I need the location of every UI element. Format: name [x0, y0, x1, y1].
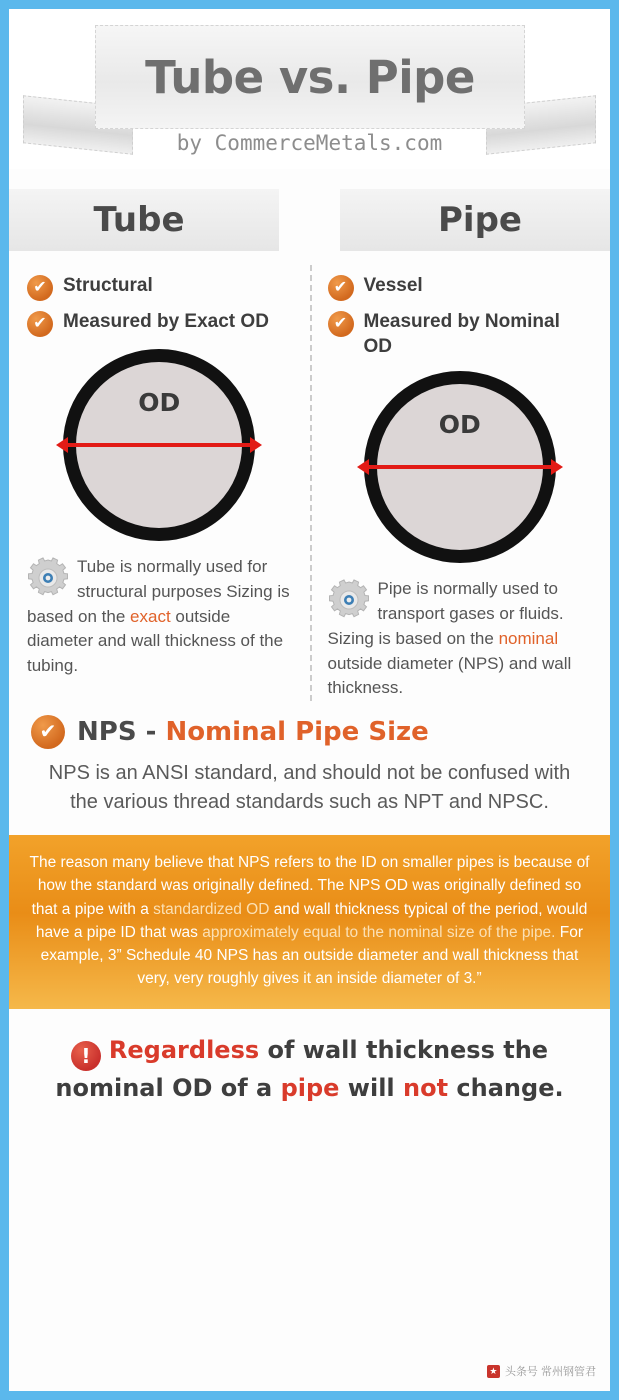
- pipe-bullet-2: [328, 309, 593, 359]
- check-icon: ✔: [27, 275, 53, 301]
- footer-text-mid: will: [339, 1073, 404, 1102]
- nps-explanation-block: [9, 835, 610, 1009]
- watermark-logo-icon: ★: [487, 1365, 500, 1378]
- comparison-columns: [9, 265, 610, 701]
- exclamation-icon: !: [71, 1041, 101, 1071]
- footer-word-pipe: pipe: [280, 1073, 340, 1102]
- pipe-od-diagram: [328, 367, 593, 567]
- pipe-bullet-1-label: Vessel: [363, 275, 423, 296]
- nps-section: [9, 701, 610, 817]
- orange-line-1: The reason many believe that NPS refers to the ID on smaller pipes is because of how the standard was originally defined. The NPS OD was originally defined so that a pipe with a: [29, 854, 590, 918]
- tube-bullet-2: [27, 309, 292, 337]
- check-icon: ✔: [328, 311, 354, 337]
- footer-statement: [9, 1009, 610, 1115]
- pipe-od-label: OD: [438, 410, 481, 440]
- nps-title-prefix: NPS -: [77, 717, 166, 748]
- pipe-description-post: outside diameter (NPS) and wall thickness.: [327, 653, 572, 698]
- orange-line-2: and wall thickness typical of the period, would have a pipe ID that was: [35, 900, 588, 941]
- tube-column: [9, 273, 310, 701]
- pipe-cross-section: [364, 371, 556, 563]
- nps-body-text: NPS is an ANSI standard, and should not be confused with the various thread standards such as NPT and NPSC.: [48, 762, 571, 814]
- check-icon: ✔: [31, 715, 65, 749]
- tube-description-pre: Tube is normally used for structural purposes Sizing is based on the: [27, 557, 290, 626]
- pipe-description-highlight: nominal: [498, 628, 559, 648]
- nps-title-accent: Nominal Pipe Size: [165, 717, 429, 748]
- gear-icon: [27, 557, 69, 599]
- tube-bullet-1: [27, 273, 292, 301]
- diameter-arrow-icon: [367, 465, 553, 469]
- nps-title: [77, 717, 429, 747]
- byline: by CommerceMetals.com: [176, 131, 443, 155]
- pipe-column: [310, 273, 611, 701]
- pipe-bullet-1: [328, 273, 593, 301]
- footer-word-regardless: Regardless: [108, 1035, 260, 1064]
- tube-bullet-1-label: Structural: [63, 275, 153, 296]
- pipe-description: [328, 577, 593, 701]
- title-plate: [95, 25, 525, 129]
- check-icon: ✔: [27, 311, 53, 337]
- column-headings: [9, 189, 610, 265]
- diameter-arrow-icon: [66, 443, 252, 447]
- pipe-bullet-2-label: Measured by Nominal OD: [363, 311, 560, 358]
- tube-heading-box: [9, 189, 279, 251]
- header-banner: [9, 9, 610, 169]
- watermark-label: 头条号 常州钢管君: [504, 1366, 596, 1378]
- tube-heading-label: Tube: [93, 200, 185, 240]
- infographic-body: [9, 9, 610, 1391]
- pipe-heading-box: [340, 189, 610, 251]
- tube-description-highlight: exact: [130, 606, 171, 626]
- column-divider: [310, 265, 312, 701]
- footer-text-after: of wall thickness the nominal OD of a: [55, 1035, 549, 1102]
- watermark: [487, 1363, 596, 1379]
- orange-line-3: For example, 3” Schedule 40 NPS has an outside diameter and wall thickness that very, very roughly gives it an inside diameter of 3.”: [40, 923, 584, 988]
- tube-od-diagram: [27, 345, 292, 545]
- nps-title-row: [31, 715, 588, 749]
- tube-bullet-2-label: Measured by Exact OD: [63, 311, 269, 332]
- tube-description: [27, 555, 292, 679]
- page-title: Tube vs. Pipe: [145, 50, 475, 104]
- footer-text-end: change.: [448, 1073, 564, 1102]
- pipe-heading-label: Pipe: [438, 200, 522, 240]
- footer-word-not: not: [403, 1073, 449, 1102]
- gear-icon: [328, 579, 370, 621]
- orange-dim-2: approximately equal to the nominal size of the pipe.: [202, 923, 556, 941]
- orange-dim-1: standardized OD: [153, 900, 270, 918]
- tube-cross-section: [63, 349, 255, 541]
- check-icon: ✔: [328, 275, 354, 301]
- pipe-description-pre: Pipe is normally used to transport gases or fluids. Sizing is based on the: [327, 579, 564, 648]
- tube-description-post: outside diameter and wall thickness of the tubing.: [27, 606, 284, 676]
- tube-od-label: OD: [138, 388, 181, 417]
